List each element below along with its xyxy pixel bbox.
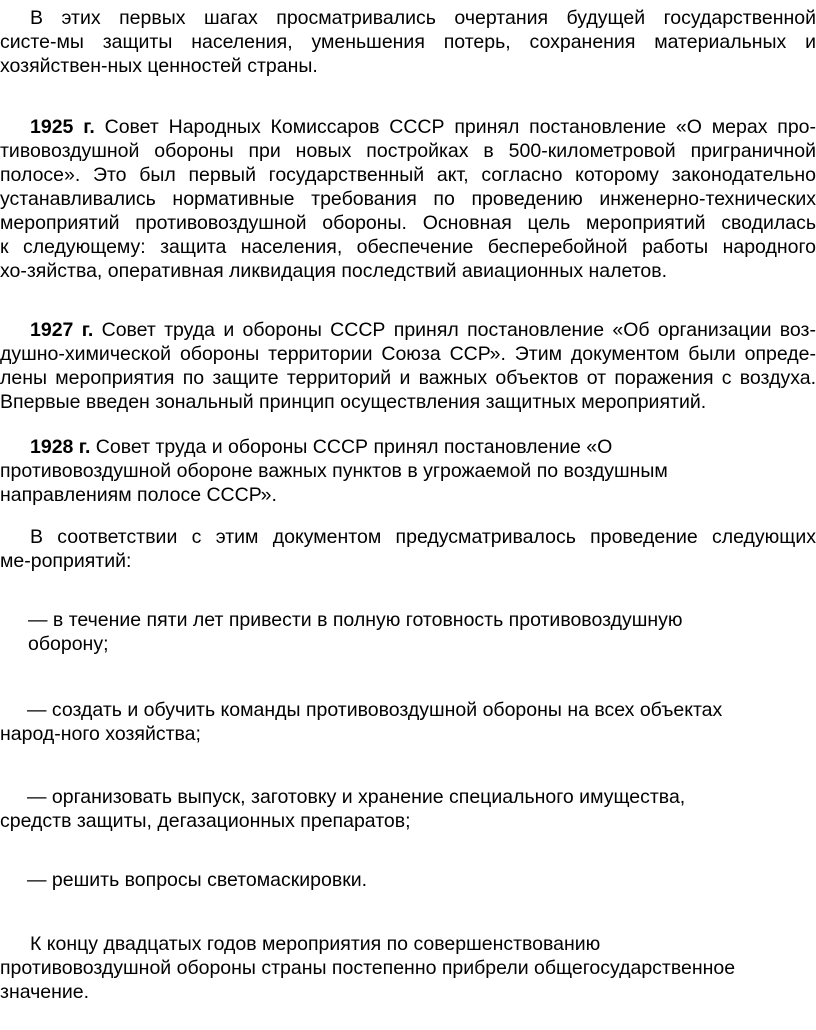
paragraph-1928 — [0, 435, 816, 507]
text-line: систе-мы защиты населения, уменьшения потерь, сохранения материальных и — [0, 31, 816, 53]
text-line: полосе». Это был первый государственный акт, согласно которому законодательно — [0, 164, 816, 186]
text-line: В этих первых шагах просматривались очертания будущей государственной — [30, 7, 816, 29]
year-lead-1927: 1927 г. — [30, 319, 94, 341]
text-line: — создать и обучить команды противовоздушной обороны на всех объектах — [27, 699, 723, 721]
text-line: ме-роприятий: — [0, 550, 132, 572]
paragraph-conclusion — [0, 932, 816, 1004]
text-segment: Совет труда и обороны СССР принял постановление «О — [90, 436, 613, 458]
paragraph-1925 — [0, 115, 816, 283]
year-lead-1925: 1925 г. — [30, 116, 95, 138]
text-line: хозяйствен-ных ценностей страны. — [0, 55, 318, 77]
text-line: тивовоздушной обороны при новых постройках в 500-километровой приграничной — [0, 140, 816, 162]
list-item-readiness — [28, 608, 816, 656]
text-line — [0, 318, 816, 342]
text-line — [0, 115, 816, 139]
text-line: к следующему: защита населения, обеспечение бесперебойной работы народного — [0, 236, 816, 258]
text-line: средств защиты, дегазационных препаратов; — [0, 810, 411, 832]
text-line: значение. — [0, 981, 90, 1003]
text-line: устанавливались нормативные требования по проведению инженерно-технических — [0, 188, 816, 210]
text-line — [0, 435, 816, 459]
text-line: — в течение пяти лет привести в полную готовность противовоздушную — [28, 609, 683, 631]
text-line: Впервые введен зональный принцип осуществления защитных мероприятий. — [0, 391, 707, 413]
text-line: душно-химической обороны территории Союза ССР». Этим документом были опреде- — [0, 343, 816, 365]
list-item-blackout — [0, 868, 816, 892]
text-segment: Совет труда и обороны СССР принял постановление «Об организации воз- — [93, 319, 816, 341]
text-line: К концу двадцатых годов мероприятия по совершенствованию — [30, 933, 601, 955]
text-line: лены мероприятия по защите территорий и важных объектов от поражения с воздуха. — [0, 367, 816, 389]
paragraph-1927 — [0, 318, 816, 414]
text-line: народ-ного хозяйства; — [0, 723, 201, 745]
text-segment: Совет Народных Комиссаров СССР принял постановление «О мерах про- — [94, 116, 816, 138]
text-line: хо-зяйства, оперативная ликвидация последствий авиационных налетов. — [0, 260, 668, 282]
paragraph-measures-intro — [0, 525, 816, 573]
list-item-equipment — [0, 785, 816, 833]
text-line: — организовать выпуск, заготовку и хранение специального имущества, — [27, 786, 686, 808]
text-line: противовоздушной обороне важных пунктов в угрожаемой по воздушным — [0, 460, 668, 482]
list-item-teams — [0, 698, 816, 746]
text-line: противовоздушной обороны страны постепенно прибрели общегосударственное — [0, 957, 736, 979]
text-line: — решить вопросы светомаскировки. — [27, 869, 368, 891]
year-lead-1928: 1928 г. — [30, 436, 91, 458]
text-line: направлениям полосе СССР». — [0, 484, 277, 506]
text-line: В соответствии с этим документом предусматривалось проведение следующих — [30, 526, 816, 548]
text-line: оборону; — [28, 633, 109, 655]
text-line: мероприятий противовоздушной обороны. Основная цель мероприятий сводилась — [0, 212, 816, 234]
paragraph-intro — [0, 6, 816, 78]
